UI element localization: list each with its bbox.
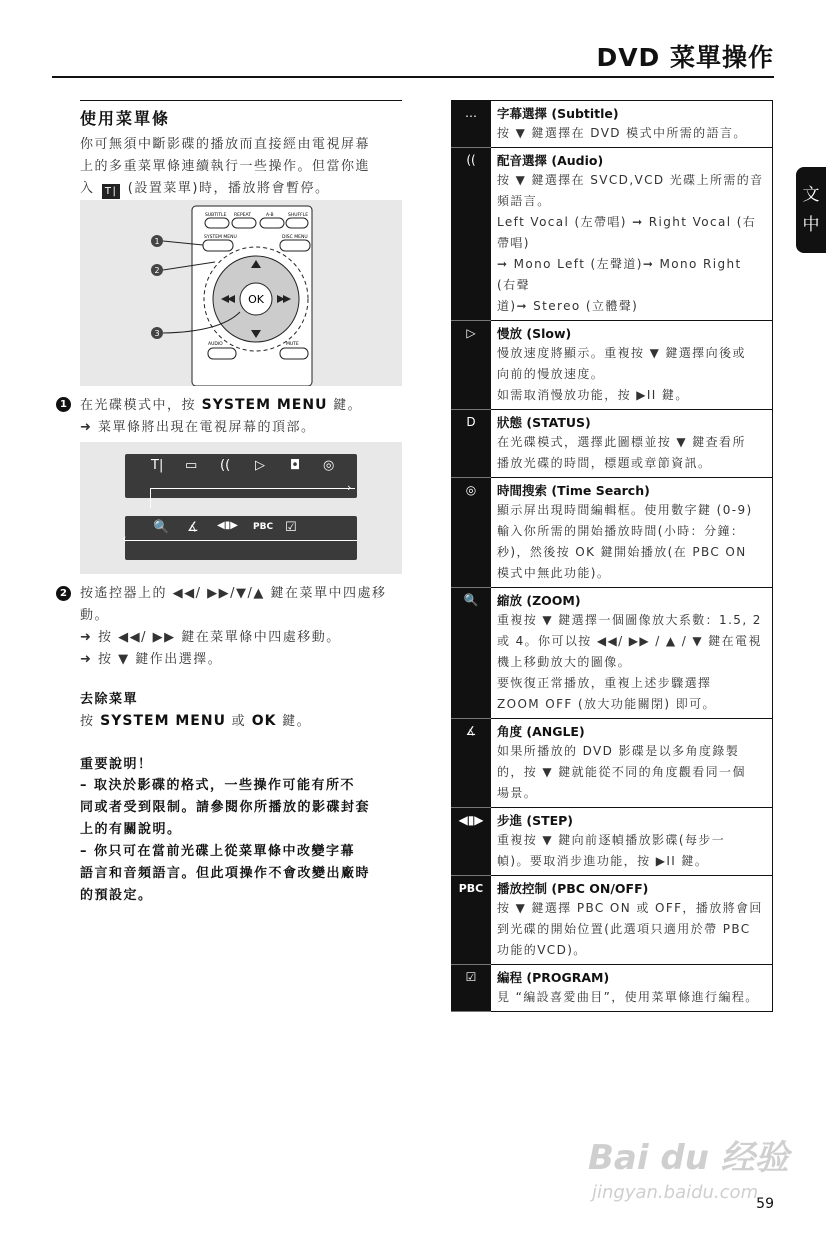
row-text-line: 輸入你所需的開始播放時間(小時：分鐘：: [497, 524, 745, 538]
row-text-line: 如需取消慢放功能，按 ▶II 鍵。: [497, 388, 689, 402]
label-audio: AUDIO: [208, 342, 223, 347]
menubar-illustration: [80, 442, 402, 574]
remote-illustration: [80, 200, 402, 386]
bar-step-icon: ◀▮▶: [217, 520, 238, 531]
table-row: [452, 808, 773, 876]
table-row: [452, 478, 773, 588]
row-text-line: 慢放速度將顯示。重複按 ▼ 鍵選擇向後或: [497, 346, 746, 360]
menu-bar-page-1: [125, 454, 357, 498]
important-title: 重要說明！: [80, 757, 153, 772]
watermark-logo: Bai du 经验: [588, 1138, 789, 1178]
bar-pbc-icon: PBC: [253, 522, 274, 532]
label-shuffle: SHUFFLE: [288, 213, 309, 218]
section-rule: [80, 100, 402, 101]
row-text-line: 功能的VCD)。: [497, 943, 587, 957]
step-1-text: 在光碟模式中，按 SYSTEM MENU 鍵。 ➜ 菜單條將出現在電視屏幕的頂部。: [80, 394, 405, 439]
label-ab: A-B: [266, 213, 274, 218]
menu-bar-page-2: [122, 516, 357, 560]
row-text-line: 秒)，然後按 OK 鍵開始播放(在 PBC ON: [497, 545, 747, 559]
bar-slow-icon: ▷: [255, 458, 265, 473]
remove-menu-title: 去除菜單: [80, 692, 139, 707]
table-row-content: [491, 588, 773, 719]
svg-text:3: 3: [154, 329, 160, 338]
table-row: [452, 148, 773, 321]
row-text-line: 按 ▼ 鍵選擇 PBC ON 或 OFF，播放將會回: [497, 901, 763, 915]
setup-icon: T|: [151, 458, 164, 473]
row-text-line: 在光碟模式，選擇此圖標並按 ▼ 鍵查看所: [497, 435, 746, 449]
row-text-line: 要恢復正常播放，重複上述步驟選擇: [497, 676, 712, 690]
time-search-icon: ◎: [452, 478, 491, 588]
language-tab: [796, 167, 826, 253]
row-text-line: 如果所播放的 DVD 影碟是以多角度錄製: [497, 744, 740, 758]
program-icon: ☑: [452, 965, 491, 1012]
bar-status-icon: ◘: [290, 458, 301, 473]
subtitle-icon: …: [452, 101, 491, 148]
page-number: 59: [756, 1196, 774, 1212]
row-text-line: 重複按 ▼ 鍵選擇一個圖像放大系數：1.5, 2: [497, 613, 762, 627]
bar-1-arrow-right: ›: [347, 481, 352, 494]
row-text-line: 到光碟的開始位置(此選項只適用於帶 PBC: [497, 922, 751, 936]
table-row-content: [491, 876, 773, 965]
slow-icon: ▷: [452, 321, 491, 410]
row-title: 慢放 (Slow): [497, 326, 572, 341]
step-2-text: [80, 583, 405, 671]
table-row: [452, 719, 773, 808]
menu-feature-table: [451, 100, 773, 1012]
label-disc-menu: DISC MENU: [282, 235, 308, 240]
table-row-content: [491, 808, 773, 876]
table-row-content: [491, 719, 773, 808]
bar-program-icon: ☑: [285, 520, 297, 535]
bar-angle-icon: ∡: [187, 520, 199, 535]
row-text-line: ➞ Mono Left (左聲道)➞ Mono Right (右聲: [497, 257, 742, 292]
disc-menu-button: [280, 240, 310, 251]
remote-svg: [80, 200, 402, 386]
zoom-icon: 🔍: [452, 588, 491, 719]
bar-2-line: [125, 540, 357, 541]
menu-feature-table-wrapper: [451, 100, 773, 1012]
row-text-line: 道)➞ Stereo (立體聲): [497, 299, 639, 313]
section-title: 使用菜單條: [80, 109, 171, 128]
row-title: 縮放 (ZOOM): [497, 593, 581, 608]
important-notes: – 取決於影碟的格式，一些操作可能有所不 同或者受到限制。請參閱你所播放的影碟封套 上的有關說明。 – 你只可在當前光碟上從菜單條中改變字幕 語言和音頻語言。但此項操作不會改變出廠時 的預設定。: [80, 778, 371, 903]
step-2-bullet-1: ➜ 按 ◀◀/ ▶▶ 鍵在菜單條中四處移動。: [80, 630, 341, 645]
step-2-number: 2: [56, 586, 71, 601]
row-text-line: 機上移動放大的圖像。: [497, 655, 632, 669]
row-text-line: 場景。: [497, 786, 538, 800]
row-text-line: 顯示屏出現時間編輯框。使用數字鍵 (0-9): [497, 503, 753, 517]
row-text-line: Left Vocal (左帶唱) ➞ Right Vocal (右帶唱): [497, 215, 757, 250]
row-title: 字幕選擇 (Subtitle): [497, 106, 619, 121]
table-row: [452, 410, 773, 478]
table-row-content: [491, 321, 773, 410]
label-system-menu: SYSTEM MENU: [204, 235, 237, 240]
table-row: [452, 588, 773, 719]
step-2-line-2: 動。: [80, 608, 110, 623]
table-row: [452, 101, 773, 148]
setup-menu-icon: T|: [102, 184, 120, 199]
row-text-line: 見 “編設喜愛曲目”，使用菜單條進行編程。: [497, 990, 759, 1004]
row-text-line: 頻語言。: [497, 194, 551, 208]
svg-text:1: 1: [154, 237, 160, 246]
row-text-line: 向前的慢放速度。: [497, 367, 605, 381]
audio-icon: ((: [452, 148, 491, 321]
status-icon: D: [452, 410, 491, 478]
row-text-line: 模式中無此功能)。: [497, 566, 611, 580]
table-row-content: [491, 148, 773, 321]
bar-audio-icon: ((: [220, 458, 231, 473]
row-title: 步進 (STEP): [497, 813, 574, 828]
bar-subtitle-icon: ▭: [185, 458, 198, 473]
row-text-line: 按 ▼ 鍵選擇在 SVCD,VCD 光碟上所需的音: [497, 173, 764, 187]
label-subtitle: SUBTITLE: [205, 213, 227, 218]
step-2-bullet-2: ➜ 按 ▼ 鍵作出選擇。: [80, 652, 223, 667]
step-2-line-1: 按遙控器上的 ◀◀/ ▶▶/▼/▲ 鍵在菜單中四處移: [80, 586, 387, 601]
row-text-line: 重複按 ▼ 鍵向前逐幀播放影碟(每步一: [497, 833, 726, 847]
row-text-line: 或 4。你可以按 ◀◀/ ▶▶ / ▲ / ▼ 鍵在電視: [497, 634, 762, 648]
row-text-line: 幀)。要取消步進功能，按 ▶II 鍵。: [497, 854, 709, 868]
bar-1-line: [150, 488, 355, 489]
pbc-icon: PBC: [452, 876, 491, 965]
table-row-content: [491, 410, 773, 478]
section-intro: [80, 134, 405, 200]
label-repeat: REPEAT: [234, 213, 252, 218]
label-ok: OK: [248, 293, 264, 306]
lang-tab-char-2: 中: [802, 215, 820, 235]
remove-menu-text: 按 SYSTEM MENU 或 OK 鍵。: [80, 713, 312, 729]
system-menu-button: [203, 240, 233, 251]
table-row: [452, 876, 773, 965]
angle-icon: ∡: [452, 719, 491, 808]
intro-line-1: 你可無須中斷影碟的播放而直接經由電視屏幕: [80, 137, 371, 152]
row-title: 時間搜索 (Time Search): [497, 483, 650, 498]
row-text-line: ZOOM OFF (放大功能關閉) 即可。: [497, 697, 716, 711]
row-title: 編程 (PROGRAM): [497, 970, 610, 985]
bar-time-icon: ◎: [323, 458, 335, 473]
step-icon: ◀▮▶: [452, 808, 491, 876]
page-title: DVD 菜單操作: [596, 43, 774, 72]
lang-tab-char-1: 文: [802, 185, 820, 205]
row-text-line: 的，按 ▼ 鍵就能從不同的角度觀看同一個: [497, 765, 746, 779]
table-row: [452, 321, 773, 410]
intro-line-2: 上的多重菜單條連續執行一些操作。但當你進: [80, 159, 371, 174]
bar-2-arrow-left: ‹: [122, 532, 127, 545]
table-row-content: [491, 965, 773, 1012]
row-title: 狀態 (STATUS): [497, 415, 591, 430]
bar-zoom-icon: 🔍: [153, 520, 170, 535]
svg-text:2: 2: [154, 266, 160, 275]
step-1-result: ➜ 菜單條將出現在電視屏幕的頂部。: [80, 420, 316, 435]
intro-line-3: 入 T| (設置菜單)時，播放將會暫停。: [80, 181, 330, 197]
row-title: 角度 (ANGLE): [497, 724, 585, 739]
row-text-line: 按 ▼ 鍵選擇在 DVD 模式中所需的語言。: [497, 126, 747, 140]
watermark-url: jingyan.baidu.com: [592, 1182, 759, 1203]
label-mute: MUTE: [286, 342, 299, 347]
row-text-line: 播放光碟的時間，標題或章節資訊。: [497, 456, 712, 470]
title-divider: [52, 76, 774, 78]
step-1-number: 1: [56, 397, 71, 412]
row-title: 播放控制 (PBC ON/OFF): [497, 881, 649, 896]
table-row-content: [491, 478, 773, 588]
table-row-content: [491, 101, 773, 148]
row-title: 配音選擇 (Audio): [497, 153, 604, 168]
table-row: [452, 965, 773, 1012]
